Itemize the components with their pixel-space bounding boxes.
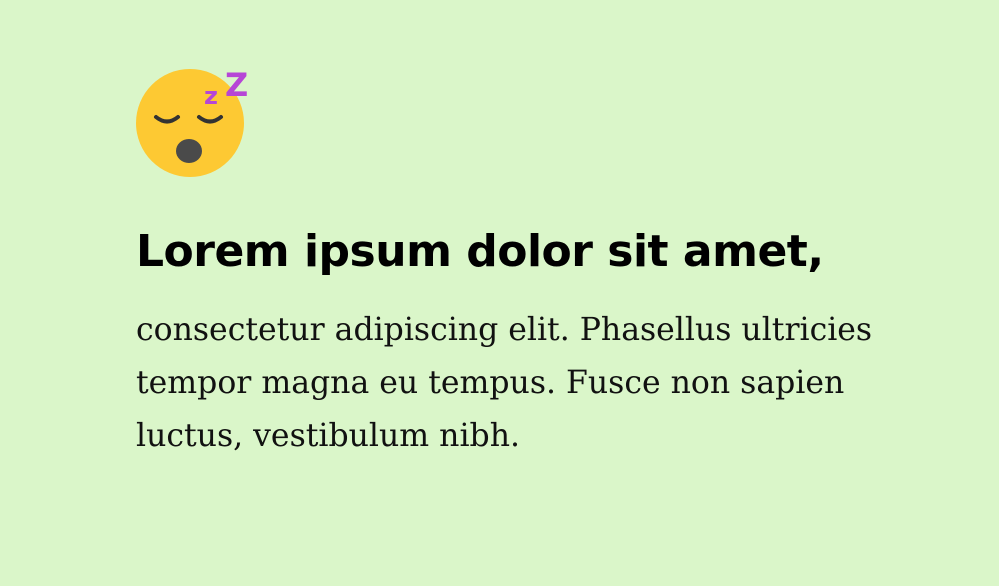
zzz-small: z <box>204 82 218 110</box>
headline: Lorem ipsum dolor sit amet, <box>136 226 824 277</box>
body-paragraph: consectetur adipiscing elit. Phasellus ultricies tempor magna eu tempus. Fusce non sapien luctus, vestibulum nibh. <box>136 311 873 454</box>
mouth <box>176 139 202 163</box>
sleeping-face-icon <box>136 68 252 178</box>
zzz-large: Z <box>225 68 249 104</box>
content-card <box>136 68 936 463</box>
